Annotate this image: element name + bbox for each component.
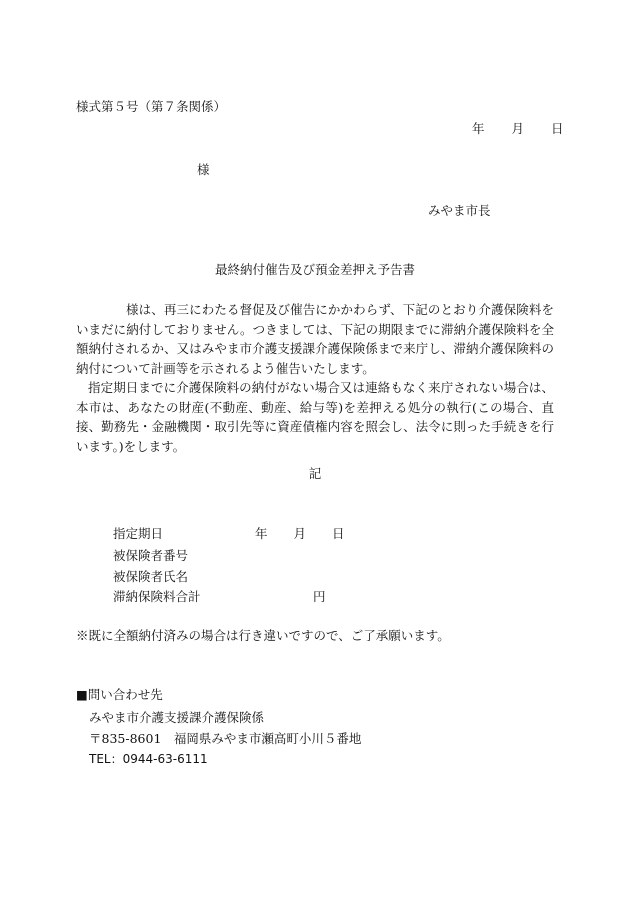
contact-phone: TEL：0944-63-6111 (89, 752, 208, 766)
yen-unit: 円 (313, 589, 326, 604)
payment-note: ※既に全額納付済みの場合は行き違いですので、ご了承願います。 (76, 628, 450, 643)
insured-name-label: 被保険者氏名 (113, 569, 189, 584)
due-date-label: 指定期日 (113, 526, 164, 541)
contact-heading: ■問い合わせ先 (76, 687, 163, 702)
body-text (76, 300, 554, 456)
date-month: 月 (511, 121, 525, 136)
insured-number-row (113, 550, 188, 563)
document-title: 最終納付催告及び預金差押え予告書 (214, 262, 415, 277)
contact-department: みやま市介護支援課介護保険係 (89, 710, 265, 725)
body-paragraph-1: 様は、再三にわたる督促及び催告にかかわらず、下記のとおり介護保険料をいまだに納付しておりません。つきましては、下記の期限までに滞納介護保険料を全額納付されるか、又はみやま市介護支援課介護保険係まで来庁し、滞納介護保険料の納付について計画等を示されるよう催告いたします。 (76, 302, 554, 376)
issuer-name: みやま市長 (428, 203, 491, 218)
due-day: 日 (332, 526, 345, 541)
issue-date (472, 123, 564, 136)
addressee-suffix: 様 (197, 162, 210, 177)
body-paragraph-2: 指定期日までに介護保険料の納付がない場合又は連絡もなく来庁されない場合は、本市は、あなたの財産(不動産、動産、給与等)を差押える処分の執行(この場合、直接、勤務先・金融機関・取引先等に資産債権内容を照会し、法令に則った手続きを行います。)をします。 (76, 380, 554, 454)
insured-number-label: 被保険者番号 (113, 548, 189, 563)
contact-address: 〒835-8601 福岡県みやま市瀬高町小川５番地 (89, 731, 362, 746)
due-month: 月 (293, 526, 307, 541)
date-year: 年 (472, 121, 485, 136)
due-date-row (113, 528, 345, 541)
arrears-total-label: 滞納保険料合計 (113, 589, 201, 604)
ki-heading: 記 (308, 466, 322, 481)
insured-name-row (113, 571, 188, 584)
form-number: 様式第５号（第７条関係） (76, 99, 227, 114)
date-day: 日 (551, 121, 564, 136)
arrears-total-row (113, 591, 326, 604)
due-year: 年 (255, 526, 268, 541)
